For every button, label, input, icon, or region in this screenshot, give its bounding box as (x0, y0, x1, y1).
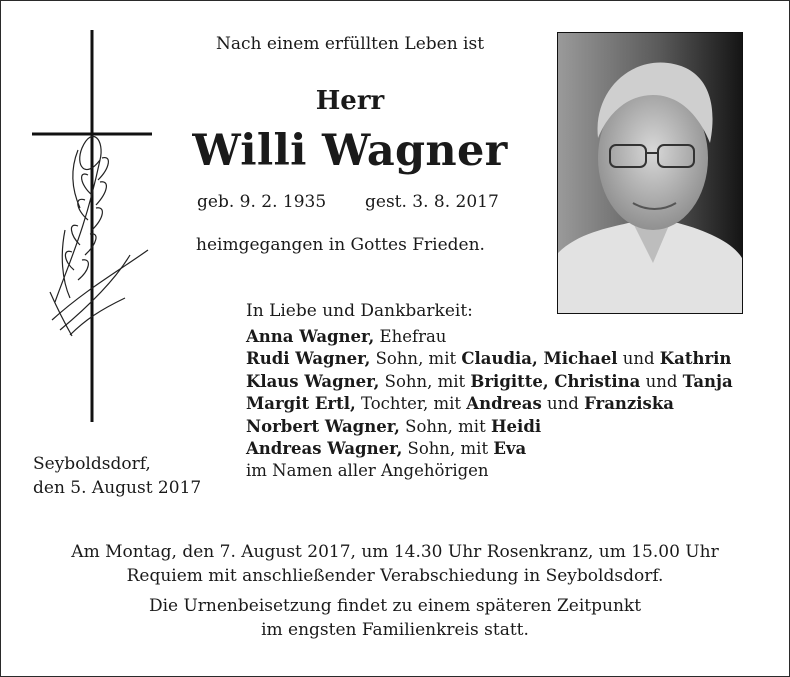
birth-date: geb. 9. 2. 1935 (197, 192, 327, 212)
mourner-line: Margit Ertl, Tochter, mit Andreas und Franziska (246, 394, 674, 414)
burial-line: Die Urnenbeisetzung findet zu einem späteren Zeitpunkt (148, 596, 642, 616)
mourner-line: Klaus Wagner, Sohn, mit Brigitte, Christina und Tanja (246, 371, 733, 391)
deceased-name: Willi Wagner (192, 126, 508, 176)
mourner-line: Anna Wagner, Ehefrau (246, 327, 447, 346)
service-line: Am Montag, den 7. August 2017, um 14.30 Uhr Rosenkranz, um 15.00 Uhr (71, 542, 719, 562)
place-date: den 5. August 2017 (33, 478, 202, 498)
mourner-line: Norbert Wagner, Sohn, mit Heidi (246, 416, 542, 436)
mourners-list (246, 326, 733, 483)
mourner-line: Andreas Wagner, Sohn, mit Eva (246, 439, 527, 459)
death-date: gest. 3. 8. 2017 (365, 192, 499, 212)
intro-text: Nach einem erfüllten Leben ist (215, 34, 485, 54)
passing-text: heimgegangen in Gottes Frieden. (196, 235, 485, 255)
salutation: Herr (315, 86, 385, 116)
place-town: Seyboldsdorf, (33, 454, 151, 474)
service-line: Requiem mit anschließender Verabschiedung in Seyboldsdorf. (126, 566, 664, 586)
portrait-photo (557, 32, 743, 314)
place-and-date (33, 452, 201, 500)
burial-details (0, 594, 790, 642)
mourner-line: Rudi Wagner, Sohn, mit Claudia, Michael und Kathrin (246, 349, 732, 369)
mourners-intro: In Liebe und Dankbarkeit: (246, 301, 473, 321)
burial-line: im engsten Familienkreis statt. (261, 620, 529, 640)
service-details (0, 540, 790, 588)
mourners-closing: im Namen aller Angehörigen (246, 461, 489, 481)
